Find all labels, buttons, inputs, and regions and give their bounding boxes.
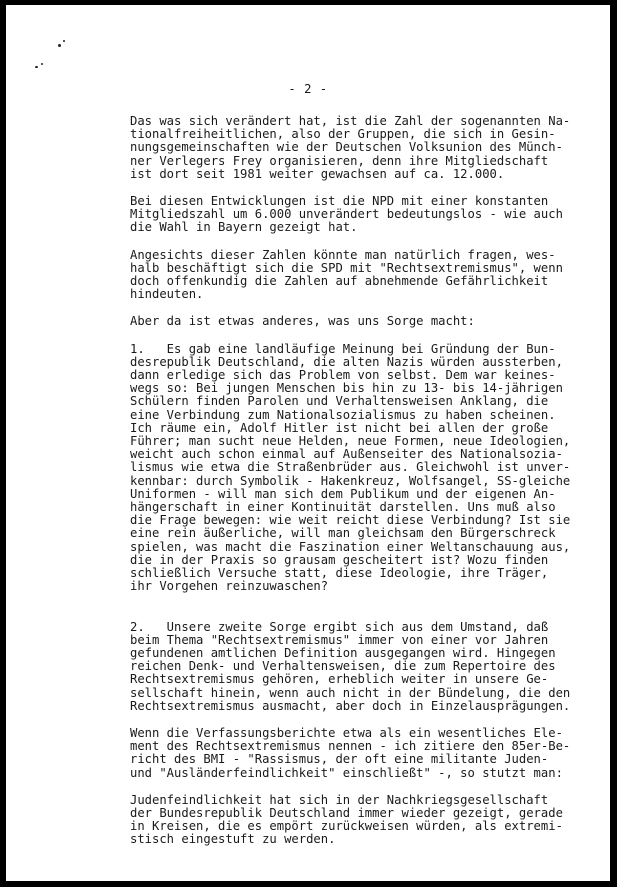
text-line: Judenfeindlichkeit hat sich in der Nachkriegsgesellschaft: [130, 792, 549, 807]
text-line: desrepublik Deutschland, die alten Nazis würden aussterben,: [130, 354, 563, 369]
text-line: Führer; man sucht neue Helden, neue Formen, neue Ideologien,: [130, 434, 571, 449]
page-number: - 2 -: [288, 82, 328, 96]
text-line: ist dort seit 1981 weiter gewachsen auf ca. 12.000.: [130, 166, 505, 181]
text-line: ihr Vorgehen reinzuwaschen?: [130, 579, 329, 594]
text-line: nungsgemeinschaften wie der Deutschen Volksunion des Münch-: [130, 140, 563, 155]
paragraph: [130, 343, 600, 594]
paragraph: [130, 727, 600, 780]
text-line: Aber da ist etwas anderes, was uns Sorge macht:: [130, 314, 475, 329]
text-line: tionalfreiheitlichen, also der Gruppen, die sich in Gesin-: [130, 127, 556, 142]
scan-speck: [41, 63, 43, 65]
text-line: ner Verlegers Frey organisieren, denn ihre Mitgliedschaft: [130, 153, 549, 168]
text-line: kennbar: durch Symbolik - Hakenkreuz, Wolfsangel, SS-gleiche: [130, 473, 571, 488]
text-line: Mitgliedszahl um 6.000 unverändert bedeutungslos - wie auch: [130, 207, 563, 222]
text-line: die Frage bewegen: wie weit reicht diese Verbindung? Ist sie: [130, 513, 571, 528]
text-line: richt des BMI - "Rassismus, der oft eine militante Juden-: [130, 752, 549, 767]
text-line: Rechtsextremismus ausmacht, aber doch in Einzelausprägungen.: [130, 698, 571, 713]
text-line: halb beschäftigt sich die SPD mit "Rechtsextremismus", wenn: [130, 260, 563, 275]
text-line: und "Ausländerfeindlichkeit" einschließt" -, so stutzt man:: [130, 765, 563, 780]
document-body: [130, 115, 600, 847]
scan-speck: [35, 66, 38, 68]
text-line: Bei diesen Entwicklungen ist die NPD mit einer konstanten: [130, 194, 549, 209]
text-line: beim Thema "Rechtsextremismus" immer von einer vor Jahren: [130, 632, 549, 647]
text-line: doch offenkundig die Zahlen auf abnehmende Gefährlichkeit: [130, 274, 549, 289]
text-line: spielen, was macht die Faszination einer Weltanschauung aus,: [130, 539, 571, 554]
text-line: der Bundesrepublik Deutschland immer wieder gezeigt, gerade: [130, 805, 563, 820]
paragraph: [130, 195, 600, 235]
document-page: [6, 5, 610, 881]
text-line: dann erledige sich das Problem von selbst. Dem war keines-: [130, 368, 556, 383]
text-line: schließlich Versuche statt, diese Ideologie, ihre Träger,: [130, 566, 549, 581]
text-line: sellschaft hinein, wenn auch nicht in der Bündelung, die den: [130, 685, 571, 700]
paragraph: [130, 621, 600, 713]
text-line: hindeuten.: [130, 287, 204, 302]
text-line: Angesichts dieser Zahlen könnte man natürlich fragen, wes-: [130, 247, 556, 262]
text-line: die Wahl in Bayern gezeigt hat.: [130, 220, 358, 235]
scan-speck: [58, 44, 61, 47]
paragraph: [130, 794, 600, 847]
text-line: Rechtsextremismus gehören, erheblich weiter in unsere Ge-: [130, 672, 549, 687]
scan-speck: [63, 40, 65, 42]
text-line: ment des Rechtsextremismus nennen - ich zitiere den 85er-Be-: [130, 739, 571, 754]
text-line: Uniformen - will man sich dem Publikum und der eigenen An-: [130, 486, 556, 501]
paragraph: [130, 115, 600, 181]
text-line: Ich räume ein, Adolf Hitler ist nicht bei allen der große: [130, 420, 549, 435]
text-line: Schülern finden Parolen und Verhaltensweisen Anklang, die: [130, 394, 549, 409]
text-line: hängerschaft in einer Kontinuität darstellen. Uns muß also: [130, 500, 556, 515]
text-line: 2. Unsere zweite Sorge ergibt sich aus dem Umstand, daß: [130, 619, 549, 634]
paragraph: [130, 249, 600, 302]
text-line: Wenn die Verfassungsberichte etwa als ein wesentliches Ele-: [130, 725, 563, 740]
text-line: stisch eingestuft zu werden.: [130, 832, 336, 847]
text-line: die in der Praxis so grausam gescheitert ist? Wozu finden: [130, 552, 549, 567]
text-line: weicht auch schon einmal auf Außenseiter des Nationalsozia-: [130, 447, 563, 462]
text-line: in Kreisen, die es empört zurückweisen würden, als extremi-: [130, 819, 563, 834]
paragraph: [130, 315, 600, 328]
text-line: Das was sich verändert hat, ist die Zahl der sogenannten Na-: [130, 114, 571, 128]
text-line: 1. Es gab eine landläufige Meinung bei Gründung der Bun-: [130, 341, 556, 356]
text-line: eine Verbindung zum Nationalsozialismus zu haben scheinen.: [130, 407, 556, 422]
text-line: wegs so: Bei jungen Menschen bis hin zu 13- bis 14-jährigen: [130, 381, 563, 396]
text-line: lismus wie etwa die Straßenbrüder aus. Gleichwohl ist unver-: [130, 460, 571, 475]
text-line: reichen Denk- und Verhaltensweisen, die zum Repertoire des: [130, 659, 556, 674]
text-line: eine rein äußerliche, will man gleichsam den Bürgerschreck: [130, 526, 556, 541]
text-line: gefundenen amtlichen Definition ausgegangen wird. Hingegen: [130, 645, 556, 660]
